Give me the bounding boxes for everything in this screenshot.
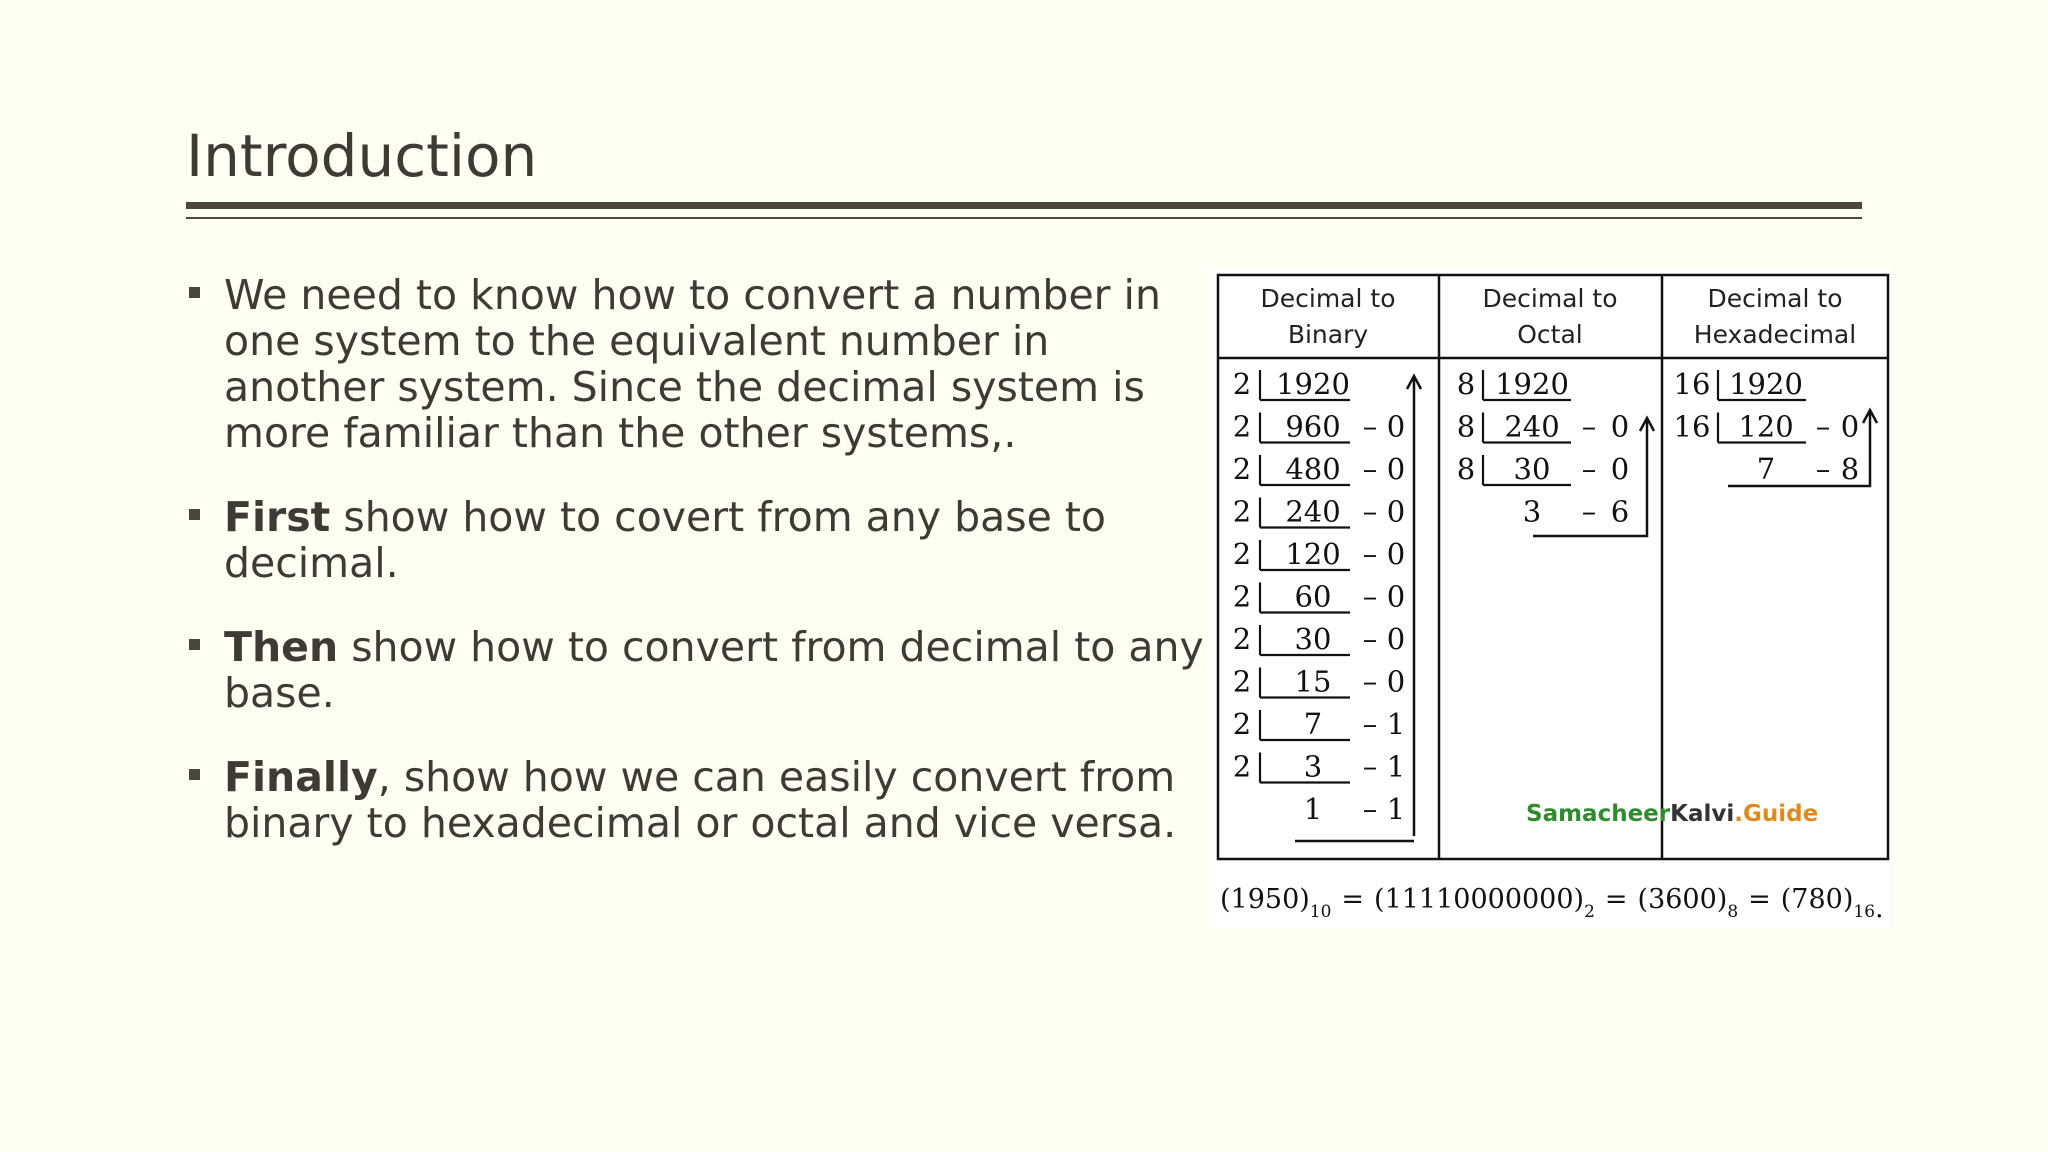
slide-title: Introduction	[186, 122, 538, 190]
quotient-value: 1920	[1495, 367, 1569, 401]
divisor-digit: 2	[1232, 707, 1252, 741]
remainder-digit: 6	[1610, 494, 1630, 529]
remainder-dash: –	[1362, 664, 1378, 699]
divisor-digit: 8	[1456, 452, 1476, 486]
header-octal-line1: Decimal to	[1482, 284, 1618, 313]
bullet-list	[186, 272, 1216, 884]
header-binary-line2: Binary	[1287, 320, 1369, 349]
remainder-digit: 0	[1840, 409, 1860, 444]
header-octal-line2: Octal	[1517, 320, 1583, 349]
divisor-digit: 8	[1456, 409, 1476, 444]
quotient-value: 1920	[1729, 367, 1803, 401]
divisor-digit: 2	[1232, 494, 1252, 529]
remainder-digit: 1	[1386, 792, 1406, 826]
conversion-figure	[1210, 268, 1890, 928]
remainder-digit: 0	[1386, 537, 1406, 571]
bullet-item	[186, 754, 1216, 846]
quotient-value: 7	[1756, 452, 1776, 486]
remainder-dash: –	[1362, 792, 1378, 826]
quotient-value: 120	[1738, 409, 1794, 444]
divisor-digit: 2	[1232, 409, 1252, 444]
remainder-digit: 0	[1610, 409, 1630, 444]
bullet-text: show how to covert from any base to decimal.	[224, 493, 1107, 587]
bullet-bold: First	[224, 493, 331, 541]
divisor-digit: 2	[1232, 452, 1252, 486]
divisor-digit: 2	[1232, 579, 1252, 614]
remainder-digit: 8	[1840, 452, 1860, 486]
divisor-digit: 2	[1232, 749, 1252, 784]
remainder-dash: –	[1362, 452, 1378, 486]
watermark-logo: SamacheerKalvi.Guide	[1526, 801, 1819, 827]
quotient-value: 240	[1504, 409, 1560, 444]
divisor-digit: 2	[1232, 664, 1252, 699]
remainder-dash: –	[1581, 409, 1597, 444]
quotient-value: 3	[1303, 749, 1323, 784]
quotient-value: 60	[1294, 579, 1332, 614]
remainder-dash: –	[1362, 579, 1378, 614]
remainder-dash: –	[1362, 749, 1378, 784]
title-divider-thin	[186, 217, 1862, 219]
quotient-value: 1	[1303, 792, 1323, 826]
divisor-digit: 2	[1232, 367, 1252, 401]
remainder-dash: –	[1362, 537, 1378, 571]
bullet-bold: Finally	[224, 753, 378, 801]
quotient-value: 960	[1285, 409, 1341, 444]
divisor-digit: 16	[1673, 367, 1711, 401]
remainder-dash: –	[1362, 622, 1378, 656]
title-divider-thick	[186, 202, 1862, 209]
remainder-digit: 0	[1386, 494, 1406, 529]
divisor-digit: 2	[1232, 622, 1252, 656]
remainder-dash: –	[1815, 452, 1831, 486]
bullet-text: show how to convert from decimal to any base.	[224, 623, 1204, 717]
remainder-dash: –	[1362, 707, 1378, 741]
remainder-digit: 1	[1386, 707, 1406, 741]
remainder-digit: 0	[1386, 579, 1406, 614]
remainder-digit: 0	[1386, 409, 1406, 444]
bullet-item	[186, 624, 1216, 716]
remainder-digit: 0	[1386, 664, 1406, 699]
bullet-item	[186, 272, 1216, 456]
remainder-dash: –	[1362, 494, 1378, 529]
header-hex-line1: Decimal to	[1707, 284, 1843, 313]
quotient-value: 480	[1285, 452, 1341, 486]
remainder-dash: –	[1362, 409, 1378, 444]
divisor-digit: 2	[1232, 537, 1252, 571]
quotient-value: 1920	[1276, 367, 1350, 401]
remainder-dash: –	[1581, 452, 1597, 486]
quotient-value: 7	[1303, 707, 1323, 741]
bullet-text: , show how we can easily convert from binary to hexadecimal or octal and vice versa.	[224, 753, 1177, 847]
quotient-value: 240	[1285, 494, 1341, 529]
bullet-item	[186, 494, 1216, 586]
header-hex-line2: Hexadecimal	[1693, 320, 1857, 349]
quotient-value: 15	[1294, 664, 1332, 699]
result-equation: $(1950)_{10} = (11110000000)_2 = (3600)_8 = (780)_{16}$.	[1220, 884, 1884, 924]
divisor-digit: 8	[1456, 367, 1476, 401]
quotient-value: 30	[1513, 452, 1551, 486]
quotient-value: 120	[1285, 537, 1341, 571]
remainder-digit: 1	[1386, 749, 1406, 784]
remainder-digit: 0	[1386, 452, 1406, 486]
remainder-digit: 0	[1386, 622, 1406, 656]
bullet-bold: Then	[224, 623, 339, 671]
bullet-text: We need to know how to convert a number in one system to the equivalent number in another system. Since the decimal system is more familiar than the other systems,.	[224, 271, 1161, 457]
divisor-digit: 16	[1673, 409, 1711, 444]
quotient-value: 30	[1294, 622, 1332, 656]
quotient-value: 3	[1522, 494, 1542, 529]
conversion-table-image	[1210, 268, 1890, 928]
header-binary-line1: Decimal to	[1260, 284, 1396, 313]
remainder-dash: –	[1581, 494, 1597, 529]
remainder-dash: –	[1815, 409, 1831, 444]
remainder-digit: 0	[1610, 452, 1630, 486]
